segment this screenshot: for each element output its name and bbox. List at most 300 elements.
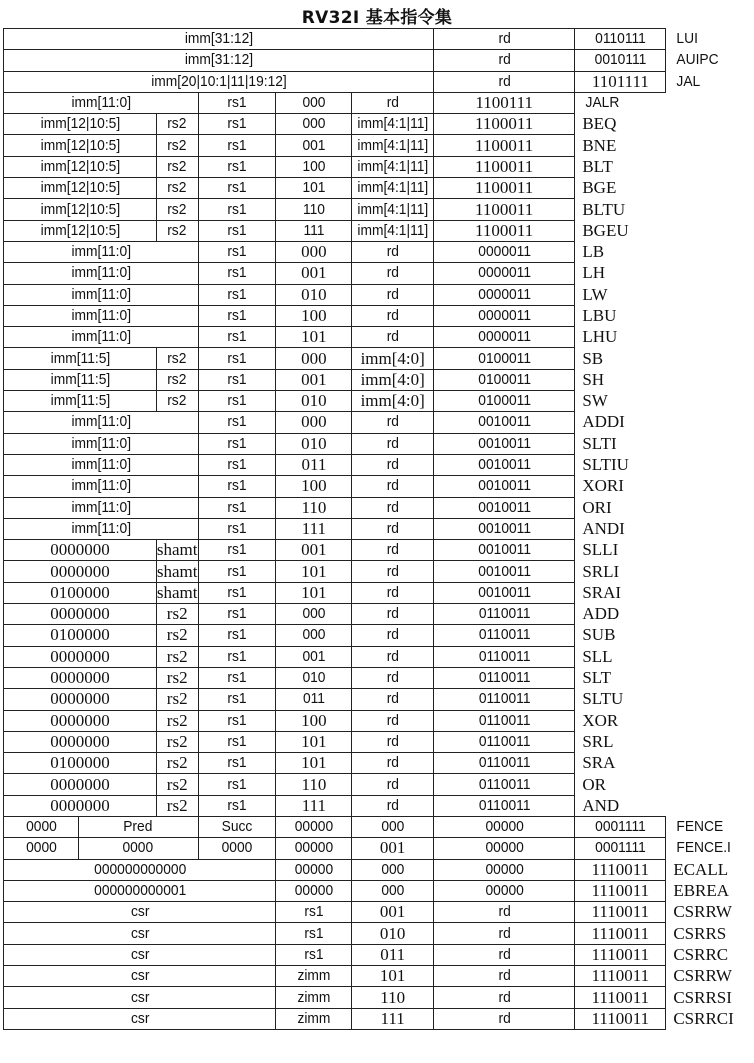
encoding-field: 001 [352,838,434,859]
encoding-field: 0000000 [4,646,157,667]
encoding-field: zimm [279,966,349,987]
encoding-field: 101 [279,178,349,199]
encoding-field: rd [355,731,430,752]
encoding-field: rd [355,689,430,710]
encoding-field: 0000000 [4,561,157,582]
table-row [4,263,754,284]
encoding-field: imm[12|10:5] [10,135,151,156]
instruction-mnemonic: ADD [575,604,666,625]
encoding-field: 0110111 [578,29,662,50]
encoding-field: 101 [276,753,352,774]
instruction-mnemonic: CSRRS [666,923,754,944]
instruction-mnemonic: CSRRW [666,966,754,987]
encoding-field: rs2 [158,156,196,177]
encoding-field: 0000000 [4,689,157,710]
table-row [4,348,754,369]
encoding-field: 100 [276,710,352,731]
encoding-field: 1100011 [434,199,575,220]
table-row [4,412,754,433]
encoding-field: 0100000 [4,753,157,774]
encoding-field: imm[11:0] [11,412,190,433]
table-row [4,582,754,603]
encoding-field: rs1 [201,710,273,731]
encoding-field: rs1 [201,412,273,433]
encoding-field: 0110011 [439,774,569,795]
instruction-mnemonic: SRLI [575,561,666,582]
encoding-field: 000 [276,348,352,369]
encoding-field: rs2 [158,199,196,220]
encoding-field: shamt [156,561,198,581]
instruction-mnemonic: CSRRCI [666,1008,754,1029]
encoding-field: 0110011 [439,646,569,667]
encoding-field: imm[31:12] [21,29,417,50]
encoding-field: rs1 [201,561,273,582]
instruction-mnemonic: LH [575,263,666,284]
encoding-field: rd [355,753,430,774]
encoding-field: 010 [276,433,352,454]
encoding-field: 0110011 [439,731,569,752]
encoding-field: rs1 [201,753,273,774]
encoding-field: rd [439,29,569,50]
encoding-field: rs1 [201,604,273,625]
encoding-field: rs2 [156,689,198,710]
encoding-field: imm[12|10:5] [10,178,151,199]
encoding-field: 0010011 [439,433,569,454]
encoding-field: imm[4:0] [352,369,434,390]
encoding-field: rd [355,454,430,475]
encoding-field: rd [355,582,430,603]
encoding-field: rd [355,710,430,731]
encoding-field: 000000000000 [14,859,265,880]
encoding-field: 110 [279,199,349,220]
table-row [4,178,754,199]
encoding-field: imm[4:1|11] [355,199,430,220]
instruction-encoding-table [3,28,754,1030]
encoding-field: imm[4:1|11] [355,220,430,241]
encoding-field: 1110011 [575,966,666,987]
encoding-field: 0000011 [439,263,569,284]
table-row [4,454,754,475]
encoding-field: imm[11:0] [11,305,190,326]
encoding-field: 0000000 [4,540,157,561]
encoding-field: 000 [355,859,430,880]
encoding-field: rd [355,327,430,348]
table-row [4,369,754,390]
table-row [4,156,754,177]
table-row [4,540,754,561]
encoding-field: 0001111 [578,816,662,837]
encoding-field: rs2 [158,369,196,390]
table-row [4,50,754,71]
table-row [4,604,754,625]
encoding-field: imm[31:12] [21,50,417,71]
encoding-field: imm[12|10:5] [10,199,151,220]
encoding-field: imm[11:0] [11,454,190,475]
encoding-field: 1101111 [575,71,666,92]
table-row [4,923,754,944]
encoding-field: 010 [352,923,434,944]
encoding-field: rd [355,497,430,518]
encoding-field: rs1 [201,433,273,454]
page-title: RV32I 基本指令集 [301,8,453,28]
encoding-field: csr [14,923,265,944]
encoding-field: 001 [276,369,352,390]
encoding-field: 00000 [439,838,569,859]
table-row [4,199,754,220]
table-row [4,391,754,412]
encoding-field: rd [439,944,569,965]
encoding-field: rd [355,604,430,625]
encoding-field: 0000 [6,816,75,837]
table-row [4,284,754,305]
table-row [4,433,754,454]
instruction-mnemonic: FENCE.I [669,838,750,859]
instruction-mnemonic: SLTI [575,433,666,454]
encoding-field: imm[12|10:5] [10,220,151,241]
encoding-field: 001 [279,646,349,667]
encoding-field: 111 [279,220,349,241]
encoding-field: rs2 [158,178,196,199]
encoding-field: rs1 [201,156,273,177]
encoding-field: 010 [279,667,349,688]
encoding-field: 0100011 [439,348,569,369]
encoding-field: rd [439,923,569,944]
encoding-field: rd [355,667,430,688]
instruction-mnemonic: LBU [575,305,666,326]
encoding-field: rs1 [201,327,273,348]
encoding-field: 1110011 [575,859,666,880]
table-row [4,987,754,1008]
encoding-field: rs1 [201,731,273,752]
encoding-field: rs1 [201,646,273,667]
encoding-field: imm[11:0] [11,284,190,305]
encoding-field: 1110011 [575,987,666,1008]
encoding-field: rd [439,966,569,987]
encoding-field: 001 [279,135,349,156]
encoding-field: rs1 [279,944,349,965]
table-row [4,753,754,774]
encoding-field: rs1 [201,667,273,688]
table-row [4,114,754,135]
encoding-field: 0010011 [439,582,569,603]
encoding-field: 0010011 [439,561,569,582]
table-row [4,689,754,710]
encoding-field: shamt [156,540,198,560]
encoding-field: 100 [276,476,352,497]
encoding-field: 1110011 [575,902,666,923]
encoding-field: 0010111 [578,50,662,71]
encoding-field: 000 [355,880,430,901]
encoding-field: 101 [276,582,352,603]
instruction-mnemonic: OR [575,774,666,795]
encoding-field: rd [439,902,569,923]
table-row [4,518,754,539]
table-row [4,859,754,880]
encoding-field: imm[12|10:5] [10,114,151,135]
encoding-field: 00000 [279,816,349,837]
encoding-field: csr [14,902,265,923]
encoding-field: rs1 [201,284,273,305]
encoding-field: rd [355,305,430,326]
encoding-field: 0000011 [439,284,569,305]
encoding-field: imm[4:1|11] [355,178,430,199]
encoding-field: rd [355,412,430,433]
encoding-field: rs1 [201,220,273,241]
encoding-field: rs1 [201,135,273,156]
instruction-mnemonic: CSRRSI [666,987,754,1008]
encoding-field: rs1 [201,263,273,284]
encoding-field: 0110011 [439,795,569,816]
table-row [4,71,754,92]
encoding-field: rs1 [201,476,273,497]
encoding-field: imm[20|10:1|11|19:12] [21,71,417,92]
table-row [4,838,754,859]
encoding-field: rs1 [279,902,349,923]
encoding-field: rd [355,518,430,539]
encoding-field: rd [355,92,430,113]
instruction-mnemonic: EBREA [666,880,754,901]
encoding-field: 1110011 [575,1008,666,1029]
table-row [4,625,754,646]
encoding-field: imm[11:5] [10,348,151,369]
encoding-field: 0000000 [4,604,157,625]
instruction-mnemonic: LB [575,241,666,262]
instruction-mnemonic: JALR [578,92,662,113]
table-row [4,731,754,752]
encoding-field: 0000011 [439,327,569,348]
encoding-field: 1110011 [575,880,666,901]
encoding-field: 0010011 [439,454,569,475]
encoding-field: 00000 [279,880,349,901]
encoding-field: 0000000 [4,667,157,688]
encoding-field: imm[11:0] [11,497,190,518]
encoding-field: rs1 [201,348,273,369]
encoding-field: 0110011 [439,625,569,646]
encoding-field: 0000011 [439,305,569,326]
encoding-field: 000 [276,412,352,433]
encoding-field: 0010011 [439,518,569,539]
table-row [4,902,754,923]
encoding-field: 0010011 [439,412,569,433]
instruction-mnemonic: LW [575,284,666,305]
encoding-field: rs1 [201,454,273,475]
encoding-field: rs2 [156,646,198,667]
encoding-field: 011 [276,454,352,475]
encoding-field: 0000011 [439,241,569,262]
encoding-field: rd [355,476,430,497]
encoding-field: 110 [276,774,352,795]
encoding-field: 0110011 [439,667,569,688]
encoding-field: 0000000 [4,731,157,752]
encoding-field: 000 [279,92,349,113]
encoding-field: 011 [279,689,349,710]
table-row [4,135,754,156]
encoding-field: 101 [276,327,352,348]
encoding-field: Succ [201,816,273,837]
encoding-field: rs2 [158,220,196,241]
encoding-field: 100 [279,156,349,177]
encoding-field: imm[11:0] [11,263,190,284]
table-row [4,220,754,241]
encoding-field: rs2 [156,795,198,816]
table-row [4,92,754,113]
encoding-field: imm[4:1|11] [355,135,430,156]
encoding-field: 101 [352,966,434,987]
encoding-field: imm[4:1|11] [355,114,430,135]
table-row [4,795,754,816]
encoding-field: rd [439,50,569,71]
encoding-field: rs1 [201,92,273,113]
encoding-field: csr [14,987,265,1008]
encoding-field: 0000000 [4,795,157,816]
encoding-field: rs1 [201,241,273,262]
encoding-field: rs1 [201,114,273,135]
encoding-field: imm[4:0] [352,348,434,369]
encoding-field: 0110011 [439,710,569,731]
table-row [4,944,754,965]
encoding-field: 010 [276,284,352,305]
encoding-field: rs1 [201,774,273,795]
encoding-field: csr [14,966,265,987]
encoding-field: csr [14,944,265,965]
encoding-field: 1100011 [434,114,575,135]
encoding-field: rd [355,795,430,816]
instruction-mnemonic: SRL [575,731,666,752]
encoding-field: imm[11:5] [10,391,151,412]
encoding-field: rd [355,561,430,582]
encoding-field: 110 [352,987,434,1008]
instruction-mnemonic: CSRRW [666,902,754,923]
encoding-field: imm[11:5] [10,369,151,390]
instruction-mnemonic: SB [575,348,666,369]
encoding-field: rs1 [201,199,273,220]
instruction-mnemonic: SW [575,391,666,412]
encoding-field: 110 [276,497,352,518]
encoding-field: rs1 [201,582,273,603]
instruction-mnemonic: SLT [575,667,666,688]
encoding-field: rs1 [201,369,273,390]
encoding-field: rs2 [156,731,198,752]
instruction-mnemonic: ANDI [575,518,666,539]
encoding-field: rs1 [201,795,273,816]
encoding-field: shamt [156,582,198,602]
encoding-field: 001 [276,540,352,561]
encoding-field: imm[4:0] [352,391,434,412]
table-row [4,1008,754,1029]
encoding-field: 0000000 [4,710,157,731]
encoding-field: rs1 [201,518,273,539]
encoding-field: 00000 [439,880,569,901]
encoding-field: 0000 [201,838,273,859]
encoding-field: 00000 [279,859,349,880]
encoding-field: 0000000 [4,774,157,795]
instruction-mnemonic: SLL [575,646,666,667]
encoding-field: 0010011 [439,540,569,561]
encoding-field: rs2 [158,114,196,135]
encoding-field: rd [439,71,569,92]
encoding-field: 000 [279,625,349,646]
encoding-field: 0110011 [439,753,569,774]
encoding-field: 111 [276,518,352,539]
encoding-field: 0100000 [4,582,157,603]
table-row [4,497,754,518]
encoding-field: 1100011 [434,178,575,199]
encoding-field: rs2 [158,135,196,156]
encoding-field: rs1 [279,923,349,944]
encoding-field: imm[11:0] [11,518,190,539]
instruction-mnemonic: BNE [575,135,666,156]
table-row [4,880,754,901]
instruction-mnemonic: BLT [575,156,666,177]
instruction-mnemonic: SLTIU [575,454,666,475]
instruction-mnemonic: ECALL [666,859,754,880]
instruction-mnemonic: SRAI [575,582,666,603]
encoding-field: rs2 [156,625,198,646]
encoding-field: imm[11:0] [11,327,190,348]
encoding-field: rs2 [156,604,198,625]
encoding-field: imm[11:0] [11,241,190,262]
encoding-field: rd [355,774,430,795]
encoding-field: rd [439,987,569,1008]
encoding-field: 100 [276,305,352,326]
encoding-field: 101 [276,561,352,582]
encoding-field: 000 [279,114,349,135]
encoding-field: Pred [83,816,193,837]
encoding-field: 000000000001 [14,880,265,901]
instruction-mnemonic: XOR [575,710,666,731]
encoding-field: imm[12|10:5] [10,156,151,177]
encoding-field: 011 [352,944,434,965]
instruction-mnemonic: SLTU [575,689,666,710]
encoding-field: imm[11:0] [11,92,190,113]
table-row [4,29,754,50]
instruction-mnemonic: ADDI [575,412,666,433]
encoding-field: 0100000 [4,625,157,646]
table-row [4,966,754,987]
encoding-field: 0000 [6,838,75,859]
encoding-field: 0110011 [439,604,569,625]
table-row [4,305,754,326]
encoding-field: rd [355,646,430,667]
encoding-field: 1100011 [434,156,575,177]
encoding-field: rd [355,241,430,262]
instruction-mnemonic: AUIPC [669,50,750,71]
encoding-field: rs2 [156,753,198,774]
instruction-mnemonic: XORI [575,476,666,497]
encoding-field: 0000 [83,838,193,859]
encoding-field: 00000 [279,838,349,859]
encoding-field: rd [355,540,430,561]
encoding-field: 00000 [439,859,569,880]
encoding-field: rs2 [158,391,196,412]
instruction-mnemonic: BGE [575,178,666,199]
table-row [4,646,754,667]
instruction-mnemonic: JAL [669,71,750,92]
encoding-field: 111 [352,1008,434,1029]
instruction-mnemonic: LUI [669,29,750,50]
instruction-mnemonic: BEQ [575,114,666,135]
encoding-field: rd [355,625,430,646]
encoding-field: rd [355,263,430,284]
encoding-field: rs1 [201,178,273,199]
encoding-field: 0100011 [439,369,569,390]
encoding-field: 1100011 [434,220,575,241]
encoding-field: 001 [276,263,352,284]
instruction-mnemonic: FENCE [669,816,750,837]
encoding-field: 0100011 [439,391,569,412]
encoding-field: 000 [276,241,352,262]
encoding-field: 0010011 [439,476,569,497]
